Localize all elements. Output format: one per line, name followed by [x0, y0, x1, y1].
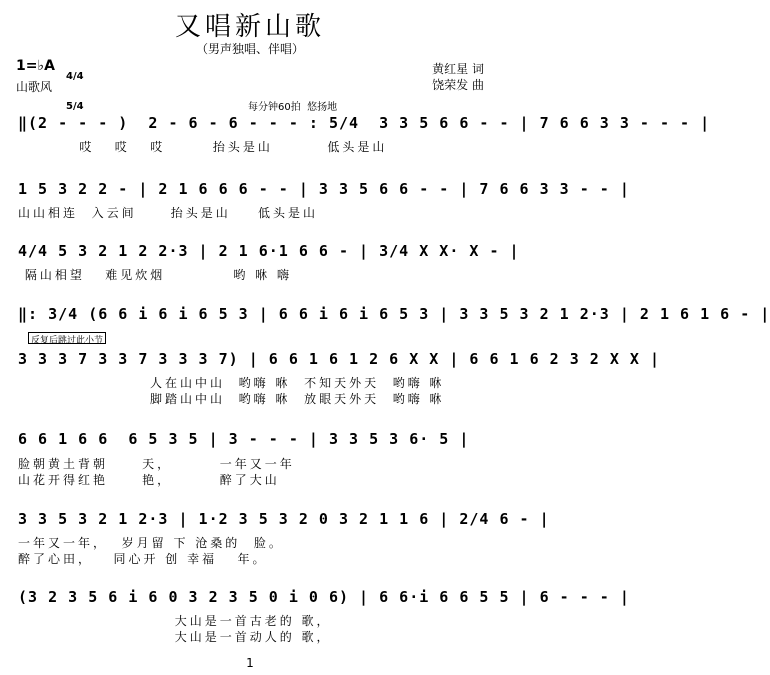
notation-line-5: 3 3 3 7 3 3 7 3 3 3 7) | 6 6 1 6 1 2 6 X X | 6 6 1 6 2 3 2 X X |: [18, 350, 660, 368]
notation-line-3: 4/4 5 3 2 1 2 2·3 | 2 1 6·1 6 6 - | 3/4 X X· X - |: [18, 242, 520, 260]
repeat-skip-box: 反复后跳过此小节: [28, 332, 106, 344]
lyric-line-7b: 醉了心田， 同心开 创 幸福 年。: [18, 552, 268, 566]
lyric-line-3: 隔山相望 难见炊烟 哟 咻 嗨: [18, 268, 293, 282]
notation-line-4: ‖: 3/4 (6 6 i 6 i 6 5 3 | 6 6 i 6 i 6 5 3 | 3 3 5 3 2 1 2·3 | 2 1 6 1 6 - |: [18, 305, 770, 323]
lyric-line-5a: 人在山中山 哟嗨 咻 不知天外天 哟嗨 咻: [150, 376, 445, 390]
notation-line-2: 1 5 3 2 2 - | 2 1 6 6 6 - - | 3 3 5 6 6 - - | 7 6 6 3 3 - - |: [18, 180, 630, 198]
lyric-line-8a: 大山是一首古老的 歌，: [18, 614, 332, 628]
notation-line-8: (3 2 3 5 6 i 6 0 3 2 3 5 0 i 0 6) | 6 6·i 6 6 5 5 | 6 - - - |: [18, 588, 630, 606]
lyric-line-2: 山山相连 入云间 抬头是山 低头是山: [18, 206, 318, 220]
notation-line-6: 6 6 1 6 6 6 5 3 5 | 3 - - - | 3 3 5 3 6· 5 |: [18, 430, 470, 448]
composer-credit: 饶荣发 曲: [432, 78, 484, 92]
key-signature: 1=♭A: [16, 58, 55, 74]
lyricist-credit: 黄红星 词: [432, 62, 484, 76]
time-signature-1: 4/4: [66, 71, 84, 82]
lyric-line-1: 哎 哎 哎 抬头是山 低头是山: [18, 140, 388, 154]
time-signature: [66, 52, 84, 122]
lyric-line-8b: 大山是一首动人的 歌，: [18, 630, 332, 644]
notation-line-7: 3 3 5 3 2 1 2·3 | 1·2 3 5 3 2 0 3 2 1 1 6 | 2/4 6 - |: [18, 510, 550, 528]
lyric-line-5b: 脚踏山中山 哟嗨 咻 放眼天外天 哟嗨 咻: [150, 392, 445, 406]
style-label: 山歌风: [16, 80, 53, 94]
lyric-line-6a: 脸朝黄土背朝 天， 一年又一年: [18, 457, 295, 471]
song-title: 又唱新山歌: [174, 12, 325, 42]
lyric-line-6b: 山花开得红艳 艳， 醉了大山: [18, 473, 280, 487]
song-subtitle: （男声独唱、伴唱）: [195, 42, 304, 56]
time-signature-2: 5/4: [66, 101, 84, 112]
page-number: 1: [246, 656, 254, 670]
notation-line-1: ‖(2 - - - ) 2 - 6 - 6 - - - : 5/4 3 3 5 6 6 - - | 7 6 6 3 3 - - - |: [18, 114, 711, 132]
tempo-marking: 每分钟60拍 悠扬地: [248, 102, 338, 113]
lyric-line-7a: 一年又一年， 岁月留 下 沧桑的 脸。: [18, 536, 284, 550]
